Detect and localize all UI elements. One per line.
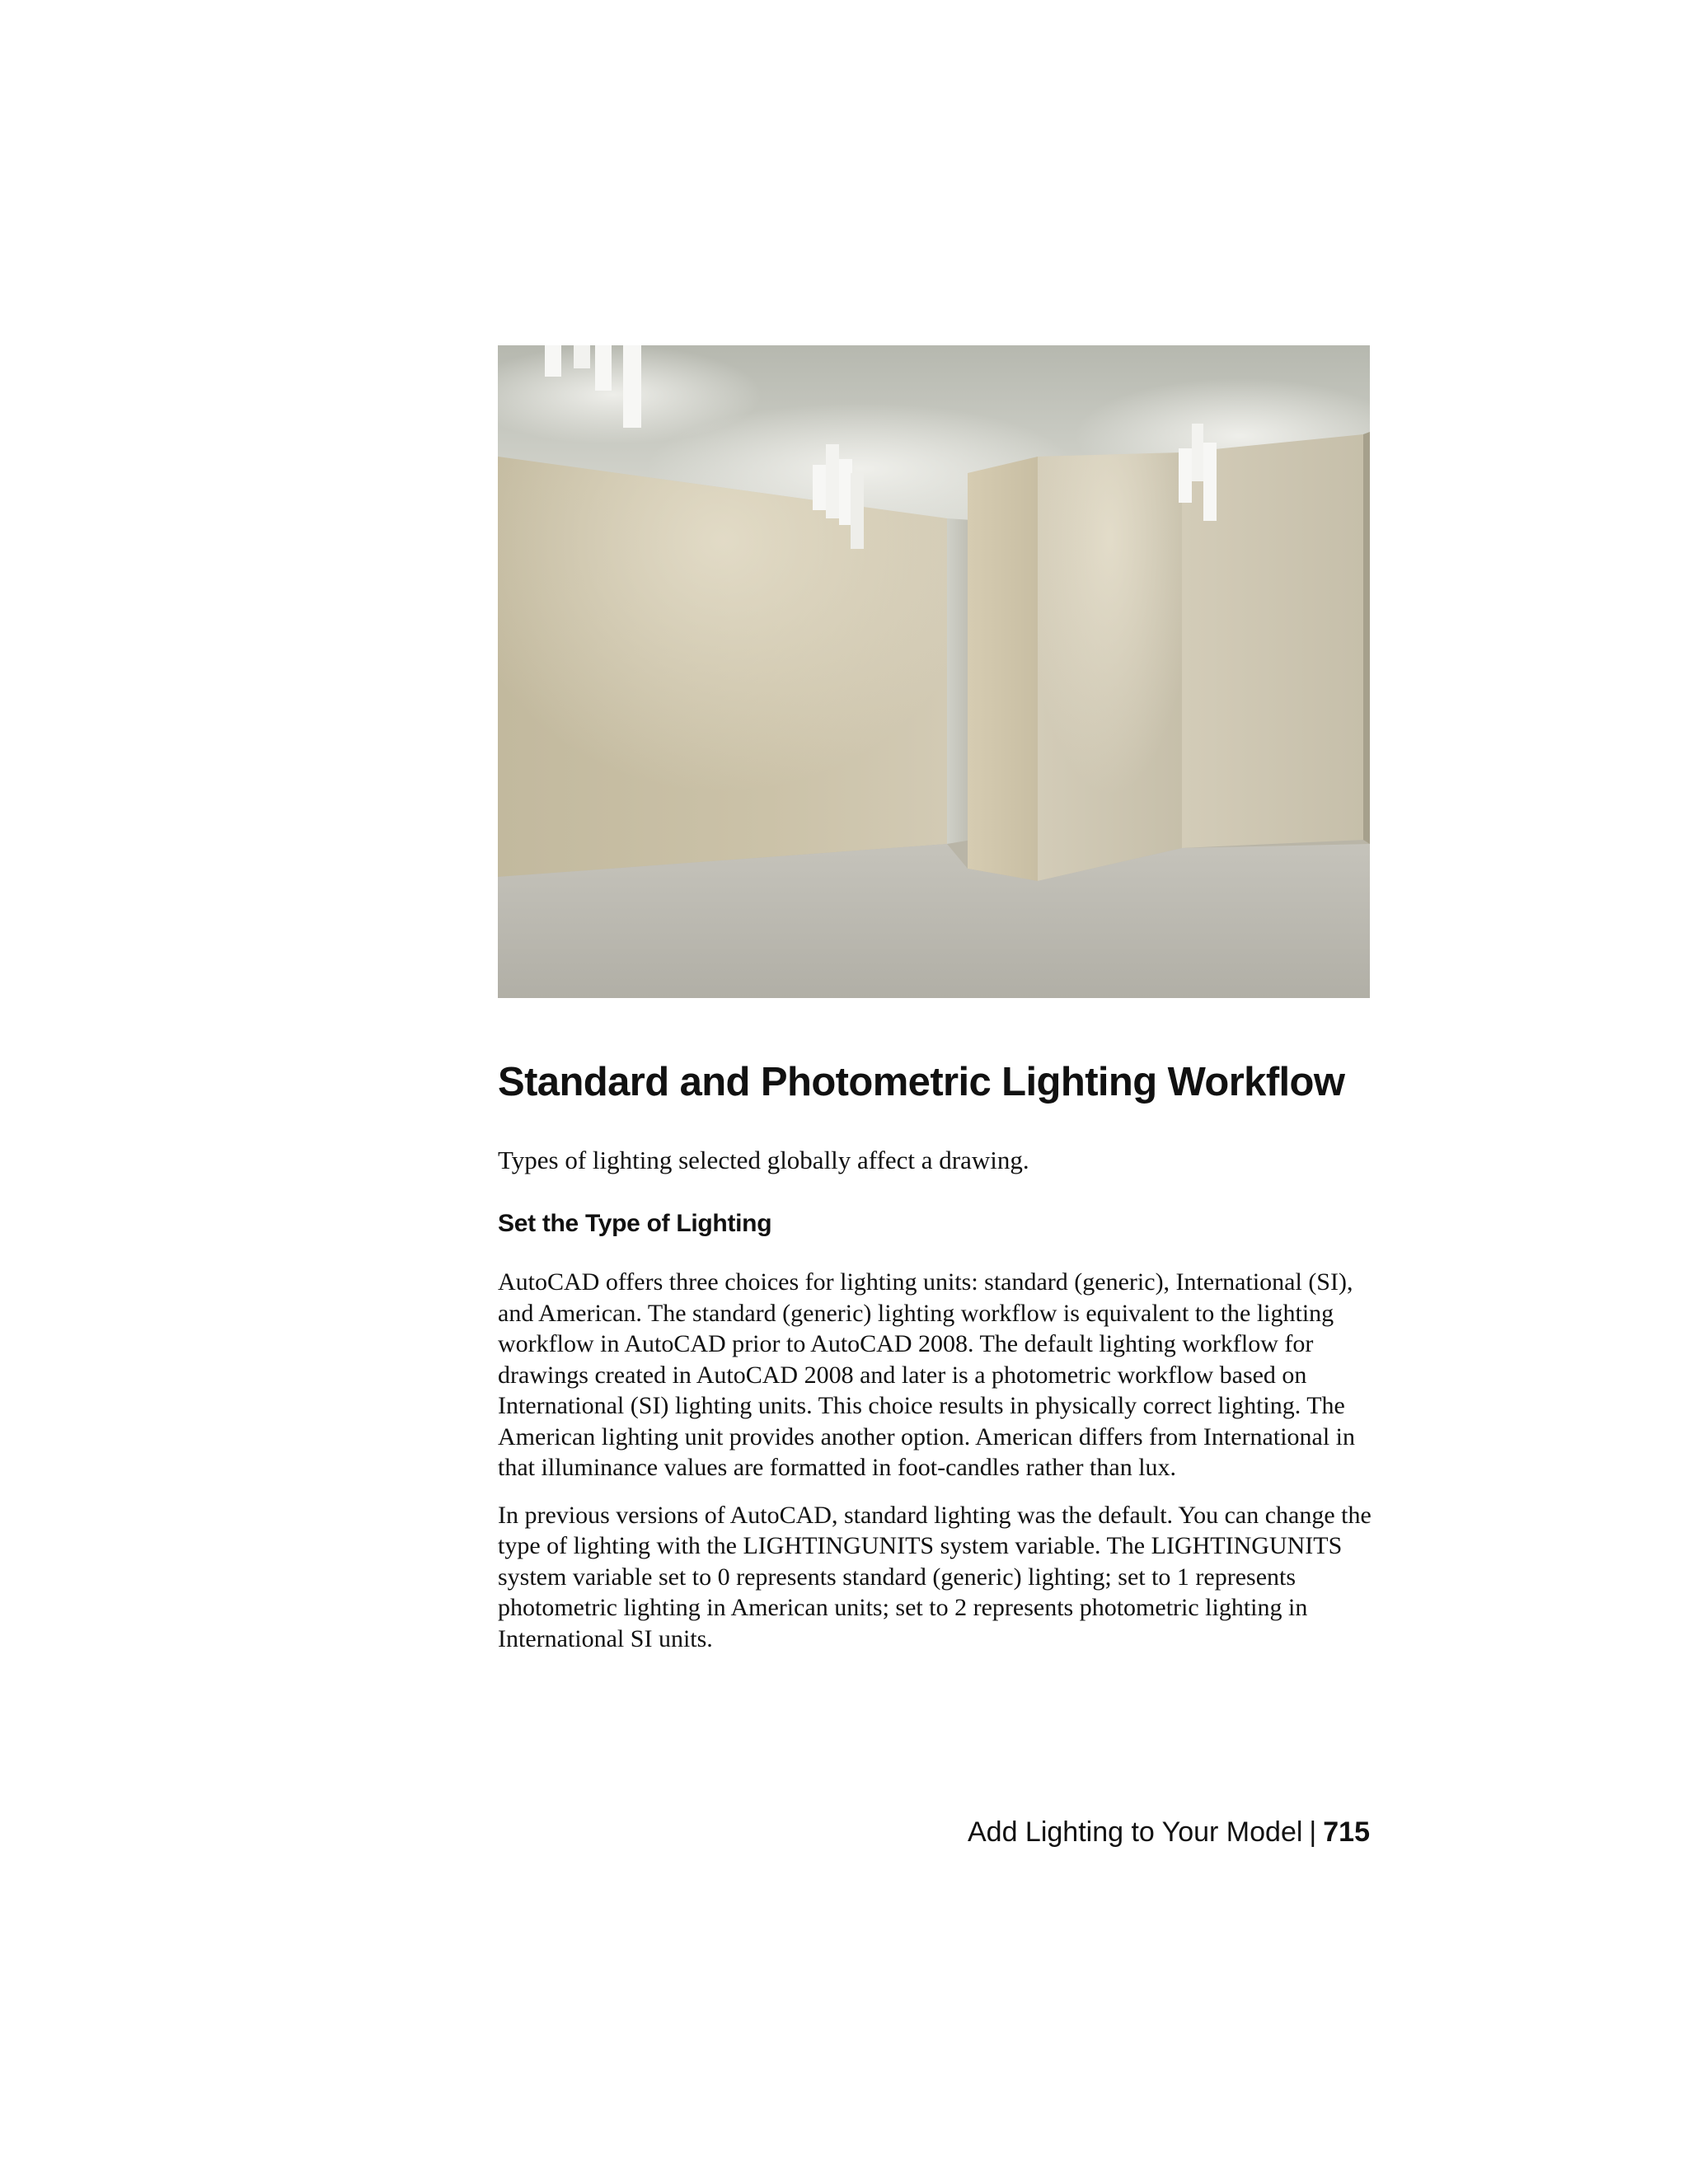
body-paragraph-2: In previous versions of AutoCAD, standard lighting was the default. You can change the type of lighting with the LIGHTINGUNITS system variable. The LIGHTINGUNITS system variable set to 0 represents standard (generic) lighting; set to 1 represents photometric lighting in American units; set to 2 represents photometric lighting in International SI units. (498, 1501, 1372, 1652)
room-render-illustration (498, 345, 1370, 998)
footer-section-title: Add Lighting to Your Model (967, 1816, 1303, 1848)
main-content (498, 1059, 1372, 1671)
page-number: 715 (1323, 1816, 1370, 1848)
room-lighting-render (498, 345, 1370, 998)
section-heading: Set the Type of Lighting (498, 1210, 772, 1238)
intro-paragraph: Types of lighting selected globally affect a drawing. (498, 1146, 1029, 1175)
footer-separator: | (1309, 1816, 1317, 1848)
page-footer (968, 1816, 1370, 1849)
page-title: Standard and Photometric Lighting Workflow (498, 1060, 1345, 1104)
body-paragraph-1: AutoCAD offers three choices for lighting units: standard (generic), International (SI), and American. The standard (generic) lighting workflow is equivalent to the lighting workflow in AutoCAD prior to AutoCAD 2008. The default lighting workflow for drawings created in AutoCAD 2008 and later is a photometric workflow based on International (SI) lighting units. This choice results in physically correct lighting. The American lighting unit provides another option. American differs from International in that illuminance values are formatted in foot-candles rather than lux. (498, 1268, 1356, 1482)
